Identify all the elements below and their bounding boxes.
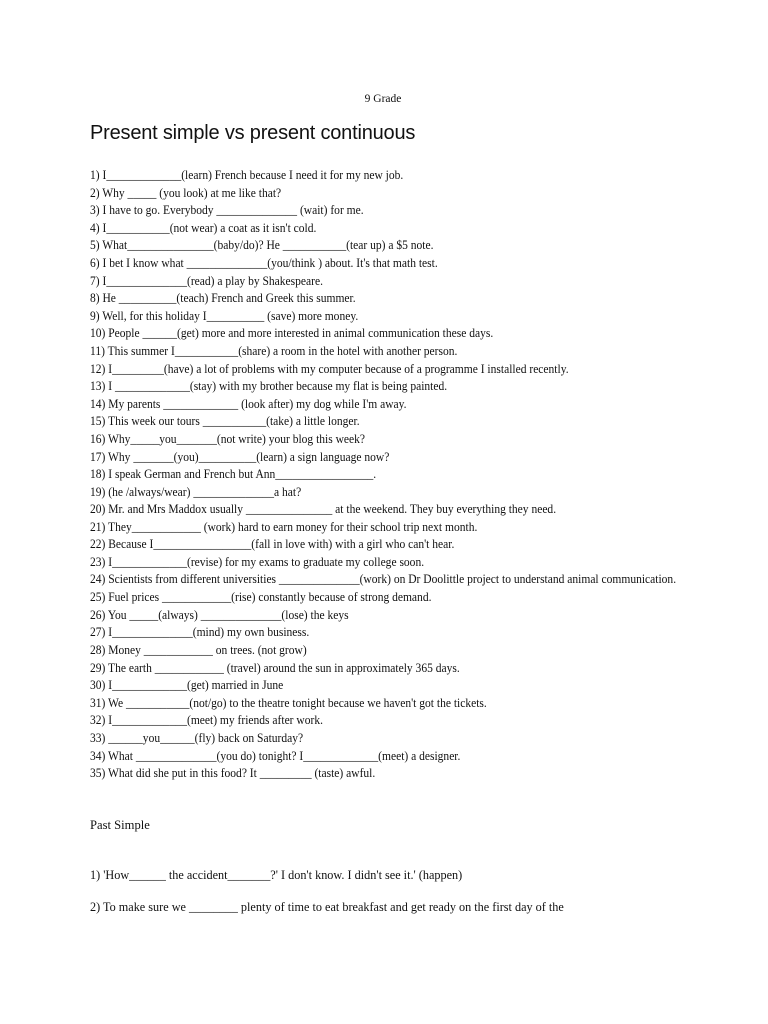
exercise-item: 11) This summer I___________(share) a room in the hotel with another person. [90, 343, 458, 358]
exercise-item: 16) Why_____you_______(not write) your blog this week? [90, 431, 366, 446]
exercise-item: 2) Why _____ (you look) at me like that? [90, 185, 282, 200]
exercise-item: 27) I______________(mind) my own business. [90, 625, 310, 640]
past-simple-item: 2) To make sure we ________ plenty of time to eat breakfast and get ready on the first day of the [90, 900, 564, 914]
exercise-item: 7) I______________(read) a play by Shakespeare. [90, 273, 323, 288]
exercise-item: 3) I have to go. Everybody ______________ (wait) for me. [90, 203, 364, 218]
exercise-item: 34) What ______________(you do) tonight? I_____________(meet) a designer. [90, 748, 461, 763]
exercise-item: 35) What did she put in this food? It _________ (taste) awful. [90, 766, 376, 781]
exercise-item: 24) Scientists from different universities ______________(work) on Dr Doolittle project to understand animal communication. [90, 571, 677, 586]
exercise-item: 25) Fuel prices ____________(rise) constantly because of strong demand. [90, 590, 432, 605]
exercise-item: 18) I speak German and French but Ann_________________. [90, 467, 377, 482]
exercise-item: 9) Well, for this holiday I__________ (save) more money. [90, 308, 359, 323]
exercise-item: 28) Money ____________ on trees. (not grow) [90, 642, 307, 657]
exercise-item: 10) People ______(get) more and more interested in animal communication these days. [90, 326, 494, 341]
exercise-item: 31) We ___________(not/go) to the theatre tonight because we haven't got the tickets. [90, 695, 487, 710]
exercise-item: 22) Because I_________________(fall in love with) with a girl who can't hear. [90, 537, 455, 552]
exercise-item: 5) What_______________(baby/do)? He ___________(tear up) a $5 note. [90, 238, 434, 253]
exercise-item: 29) The earth ____________ (travel) around the sun in approximately 365 days. [90, 660, 460, 675]
grade-label: 9 Grade [364, 93, 402, 105]
exercise-item: 19) (he /always/wear) ______________a hat? [90, 484, 302, 499]
exercise-item: 1) I_____________(learn) French because I need it for my new job. [90, 168, 404, 182]
exercise-item: 4) I___________(not wear) a coat as it isn't cold. [90, 220, 317, 235]
exercise-item: 8) He __________(teach) French and Greek this summer. [90, 291, 356, 306]
exercise-list [90, 167, 685, 783]
exercise-item: 13) I _____________(stay) with my brother because my flat is being painted. [90, 379, 448, 394]
exercise-item: 14) My parents _____________ (look after) my dog while I'm away. [90, 396, 407, 411]
exercise-item: 17) Why _______(you)__________(learn) a sign language now? [90, 449, 390, 464]
section-title-past-simple: Past Simple [90, 818, 150, 832]
exercise-item: 15) This week our tours ___________(take) a little longer. [90, 414, 360, 429]
exercise-item: 12) I_________(have) a lot of problems with my computer because of a programme I installed recently. [90, 361, 569, 376]
exercise-item: 30) I_____________(get) married in June [90, 678, 284, 693]
exercise-item: 20) Mr. and Mrs Maddox usually _______________ at the weekend. They buy everything they need. [90, 502, 557, 517]
exercise-item: 33) ______you______(fly) back on Saturday? [90, 730, 304, 745]
page-title: Present simple vs present continuous [90, 122, 416, 144]
exercise-item: 21) They____________ (work) hard to earn money for their school trip next month. [90, 519, 478, 534]
exercise-item: 23) I_____________(revise) for my exams to graduate my college soon. [90, 555, 425, 570]
past-simple-item: 1) 'How______ the accident_______?' I don't know. I didn't see it.' (happen) [90, 868, 463, 882]
exercise-item: 32) I_____________(meet) my friends after work. [90, 713, 323, 728]
exercise-item: 26) You _____(always) ______________(lose) the keys [90, 607, 349, 622]
exercise-item: 6) I bet I know what ______________(you/think ) about. It's that math test. [90, 255, 438, 270]
